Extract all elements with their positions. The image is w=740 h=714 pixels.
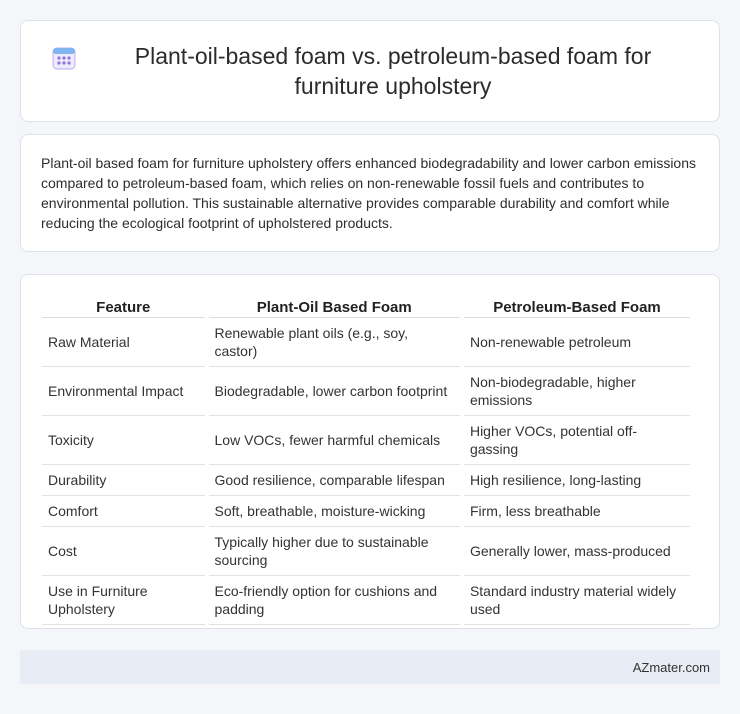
plant-oil-cell: Soft, breathable, moisture-wicking: [209, 496, 460, 527]
comparison-table-card: [20, 274, 720, 629]
petroleum-cell: Non-biodegradable, higher emissions: [464, 367, 690, 416]
page-title: Plant-oil-based foam vs. petroleum-based foam for furniture upholstery: [134, 43, 652, 99]
table-row: [42, 576, 690, 625]
feature-cell: Comfort: [42, 496, 205, 527]
plant-oil-cell: Biodegradable, lower carbon footprint: [209, 367, 460, 416]
feature-cell: Durability: [42, 465, 205, 496]
plant-oil-cell: Renewable plant oils (e.g., soy, castor): [209, 318, 460, 367]
header-plant-oil: Plant-Oil Based Foam: [209, 295, 460, 318]
table-row: [42, 527, 690, 576]
table-row: [42, 318, 690, 367]
table-row: [42, 367, 690, 416]
plant-oil-cell: Typically higher due to sustainable sourcing: [209, 527, 460, 576]
feature-cell: Raw Material: [42, 318, 205, 367]
calendar-icon: [51, 45, 77, 71]
comparison-table: [38, 295, 694, 625]
plant-oil-cell: Good resilience, comparable lifespan: [209, 465, 460, 496]
header-petroleum: Petroleum-Based Foam: [464, 295, 690, 318]
header-feature: Feature: [42, 295, 205, 318]
feature-cell: Toxicity: [42, 416, 205, 465]
footer-brand: AZmater.com: [632, 659, 710, 675]
plant-oil-cell: Eco-friendly option for cushions and padding: [209, 576, 460, 625]
title-wrap: [21, 41, 719, 101]
feature-cell: Cost: [42, 527, 205, 576]
table-row: [42, 465, 690, 496]
title-card: [20, 20, 720, 122]
feature-cell: Use in Furniture Upholstery: [42, 576, 205, 625]
footer: [20, 650, 720, 684]
petroleum-cell: High resilience, long-lasting: [464, 465, 690, 496]
summary-card: [20, 134, 720, 252]
petroleum-cell: Non-renewable petroleum: [464, 318, 690, 367]
petroleum-cell: Generally lower, mass-produced: [464, 527, 690, 576]
plant-oil-cell: Low VOCs, fewer harmful chemicals: [209, 416, 460, 465]
table-header-row: [42, 295, 690, 318]
petroleum-cell: Higher VOCs, potential off-gassing: [464, 416, 690, 465]
petroleum-cell: Firm, less breathable: [464, 496, 690, 527]
feature-cell: Environmental Impact: [42, 367, 205, 416]
summary-text: Plant-oil based foam for furniture upholstery offers enhanced biodegradability and lower carbon emissions compared to petroleum-based foam, which relies on non-renewable fossil fuels and contributes to environmental pollution. This sustainable alternative provides comparable durability and comfort while reducing the ecological footprint of upholstered products.: [41, 155, 697, 231]
table-row: [42, 496, 690, 527]
petroleum-cell: Standard industry material widely used: [464, 576, 690, 625]
table-row: [42, 416, 690, 465]
